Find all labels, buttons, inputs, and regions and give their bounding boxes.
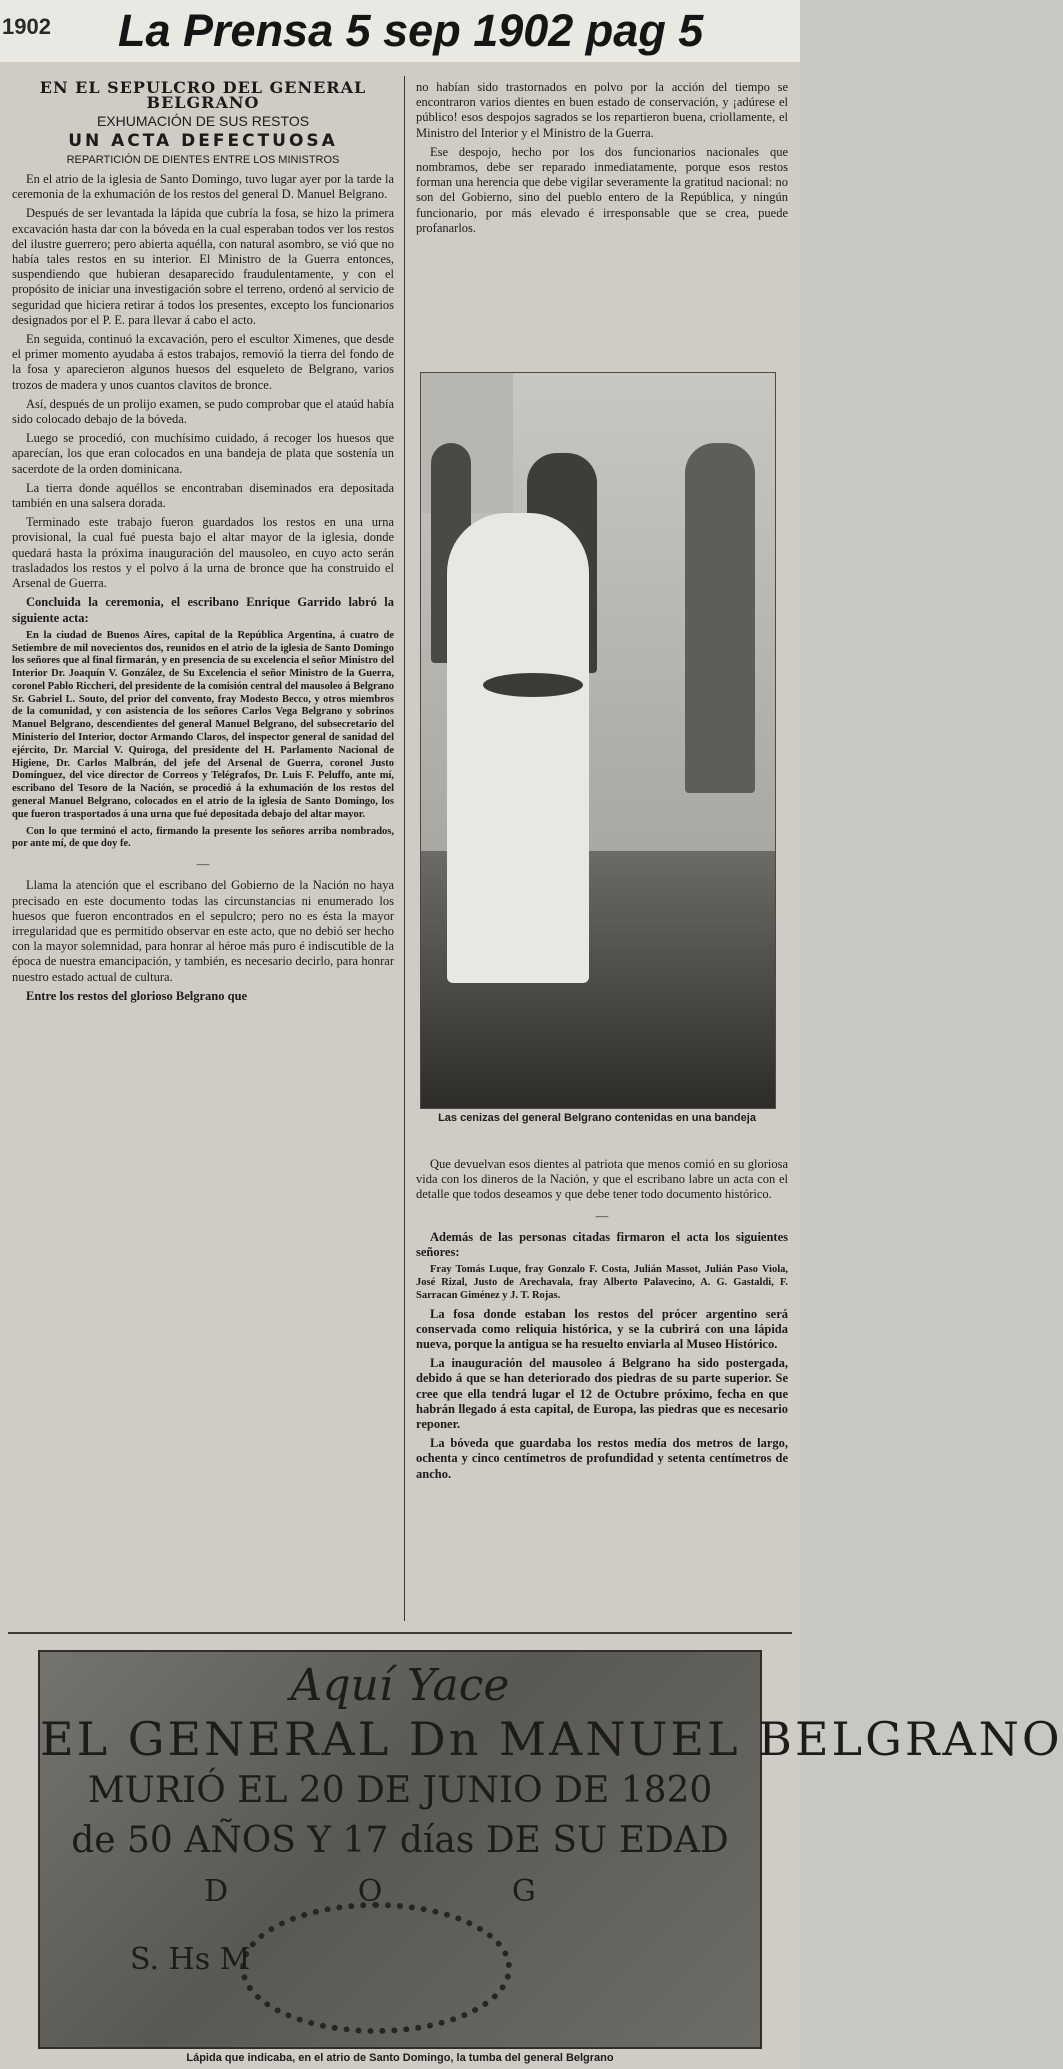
plaque-line: S. Hs M xyxy=(130,1942,251,1977)
photo-friar xyxy=(447,513,589,983)
paragraph: Así, después de un prolijo examen, se pudo comprobar que el ataúd había sido colocado debajo de la bóveda. xyxy=(12,396,394,427)
plaque-caption: Lápida que indicaba, en el atrio de Santo Domingo, la tumba del general Belgrano xyxy=(186,2052,614,2064)
paragraph: no habían sido trastornados en polvo por la acción del tiempo se encontraron varios dientes en buen estado de conservación, y ¡adúrese el público! esos despojos sagrados se los repartieron buena, criollamente, el Ministro del Interior y el Ministro de la Guerra. xyxy=(416,80,788,140)
ashes-photo xyxy=(420,372,776,1109)
plaque-line: EL GENERAL Dn MANUEL BELGRANO xyxy=(40,1712,1063,1766)
section-divider xyxy=(8,1632,792,1634)
page-caption: La Prensa 5 sep 1902 pag 5 xyxy=(118,5,704,56)
signers-intro: Además de las personas citadas firmaron el acta los siguientes señores: xyxy=(416,1229,788,1260)
separator-dash: — xyxy=(595,1208,609,1223)
article-deck: REPARTICIÓN DE DIENTES ENTRE LOS MINISTROS xyxy=(66,153,340,166)
paragraph: La tierra donde aquéllos se encontraban diseminados era depositada también en una salsera dorada. xyxy=(12,480,394,511)
paragraph: La bóveda que guardaba los restos medía dos metros de largo, ochenta y cinco centímetros de profundidad y setenta centímetros de ancho. xyxy=(416,1436,788,1481)
plaque-line: Aquí Yace xyxy=(290,1660,510,1711)
right-column-bottom xyxy=(416,1157,788,1612)
tombstone-plaque xyxy=(38,1650,1063,2049)
paragraph: Luego se procedió, con muchísimo cuidado, á recoger los huesos que aparecían, los que eran colocados en una bandeja de plata que sostenía un sacerdote de la orden dominicana. xyxy=(12,431,394,476)
article-title: EN EL SEPULCRO DEL GENERAL BELGRANO xyxy=(39,78,367,113)
top-banner xyxy=(0,0,800,64)
photo-caption: Las cenizas del general Belgrano contenidas en una bandeja xyxy=(438,1112,756,1124)
paragraph: Que devuelvan esos dientes al patriota que menos comió en su gloriosa vida con los dineros de la Nación, y que el escribano labre un acta con el detalle que todos deseamos y que debe tener todo documento histórico. xyxy=(416,1157,788,1202)
paragraph: La inauguración del mausoleo á Belgrano ha sido postergada, debido á que se han deteriorado dos piedras de su parte superior. Se cree que ella tendrá lugar el 12 de Octubre próximo, fecha en que habrán llegado á esta capital, de Europa, las piedras que es necesario reponer. xyxy=(416,1356,788,1432)
acta-text: En la ciudad de Buenos Aires, capital de la República Argentina, á cuatro de Setiembre de mil novecientos dos, reunidos en el atrio de la iglesia de Santo Domingo los señores que al final firmarán, y en presencia de su excelencia el señor Ministro del Interior Dr. Joaquín V. González, de Su Excelencia el señor Ministro de la Guerra, coronel Pablo Riccheri, del presidente de la comisión central del mausoleo á Belgrano Sr. Gabriel L. Souto, del prior del convento, fray Modesto Becco, y otros miembros de la comunidad, y con asistencia de los señores Carlos Vega Belgrano y sobrinos Manuel Belgrano, descendientes del general Manuel Belgrano, del subsecretario del Ministerio del Interior, doctor Armando Claros, del inspector general de sanidad del ejército, Dr. Marcial V. Quiroga, del presidente del H. Parlamento Nacional de Higiene, Dr. Carlos Malbrán, del jefe del Arsenal de Guerra, coronel Justo Domínguez, del vice director de Correos y Telégrafos, Dr. Luis F. Peluffo, ante mí, escribano del Tesoro de la Nación, se procedió á la exhumación de los restos del general Manuel Belgrano, colocados en el atrio de la iglesia de Santo Domingo, los que fueron trasportados á una urna que fué depositada debajo del altar mayor. xyxy=(12,629,394,820)
paragraph: Después de ser levantada la lápida que cubría la fosa, se hizo la primera excavación hasta dar con la bóveda en la cual esperaban todos ver los restos del ilustre guerrero; pero abierta aquélla, con natural asombro, se vió que no había tales restos en su interior. El Ministro de la Guerra entonces, suspendiendo que hubieran desaparecido fraudulentamente, y con el propósito de iniciar una investigación sobre el terreno, ordenó al servicio de seguridad que hiciera retirar á todos los presentes, excepto los funcionarios designados por el P. E. para llevar á cabo el acto. xyxy=(12,206,394,327)
paragraph: En seguida, continuó la excavación, pero el escultor Ximenes, que desde el primer momento ayudaba á estos trabajos, removió la tierra del fondo de la fosa y aparecieron algunos huesos del esqueleto de Belgrano, varios trozos de madera y unos cuantos clavitos de bronce. xyxy=(12,332,394,392)
paragraph: Terminado este trabajo fueron guardados los restos en una urna provisional, la cual fué puesta bajo el altar mayor de la iglesia, donde quedará hasta la próxima inauguración del mausoleo, en cuyo acto serán trasladados los restos y el polvo á la urna de bronce que ha construido el Arsenal de Guerra. xyxy=(12,515,394,591)
plaque-line: de 50 AÑOS Y 17 días DE SU EDAD xyxy=(71,1820,729,1861)
paragraph: Concluida la ceremonia, el escribano Enrique Garrido labró la siguiente acta: xyxy=(12,595,394,625)
acta-closing: Con lo que terminó el acto, firmando la presente los señores arriba nombrados, por ante mí, de que doy fe. xyxy=(12,825,394,850)
right-column-top xyxy=(416,80,788,355)
plaque-line: MURIÓ EL 20 DE JUNIO DE 1820 xyxy=(87,1770,713,1811)
paragraph: Llama la atención que el escribano del Gobierno de la Nación no haya precisado en este documento todas las circunstancias ni enumerado los huesos que fueron encontrados en el sepulcro; pero no es ésta la mayor irregularidad que es permitido observar en este acto, que no debió ser hecho con la mayor solemnidad, para honrar al héroe más puro é indiscutible de la época de nuestra emancipación, y también, es necesario decirlo, para honrar nuestro estado actual de cultura. xyxy=(12,878,394,984)
left-column xyxy=(12,80,394,1630)
paragraph: Entre los restos del glorioso Belgrano que xyxy=(26,988,248,1003)
photo-tray xyxy=(483,673,583,697)
article-headline: UN ACTA DEFECTUOSA xyxy=(68,130,338,151)
year-label: 1902 xyxy=(2,14,51,39)
paragraph: En el atrio de la iglesia de Santo Domingo, tuvo lugar ayer por la tarde la ceremonia de la exhumación de los restos del general D. Manuel Belgrano. xyxy=(12,172,394,202)
column-divider xyxy=(404,76,405,1621)
photo-figure xyxy=(685,443,755,793)
signers-list: Fray Tomás Luque, fray Gonzalo F. Costa, Julián Massot, Julián Paso Viola, José Rizal, Justo de Arechavala, fray Alberto Palavecino, A. G. Gastaldi, F. Sarracan Giménez y J. T. Rojas. xyxy=(416,1264,788,1301)
paragraph: La fosa donde estaban los restos del prócer argentino será conservada como reliquia histórica, y se la cubrirá con una lápida nueva, porque la antigua se ha resuelto enviarla al Museo Histórico. xyxy=(416,1306,788,1352)
plaque-line: D O G xyxy=(204,1874,596,1909)
separator-dash: — xyxy=(196,857,210,872)
article-subtitle: EXHUMACIÓN DE SUS RESTOS xyxy=(96,113,310,130)
newspaper-page xyxy=(0,62,1063,2069)
paragraph: Ese despojo, hecho por los dos funcionarios nacionales que nombramos, debe ser reparado inmediatamente, porque esos restos forman una herencia que debe vigilar severamente la gratitud nacional: no son del Gobierno, sino del pueblo entero de la República, y ningún funcionario, por más elevado é irresponsable que se crea, puede profanarlos. xyxy=(416,144,788,235)
